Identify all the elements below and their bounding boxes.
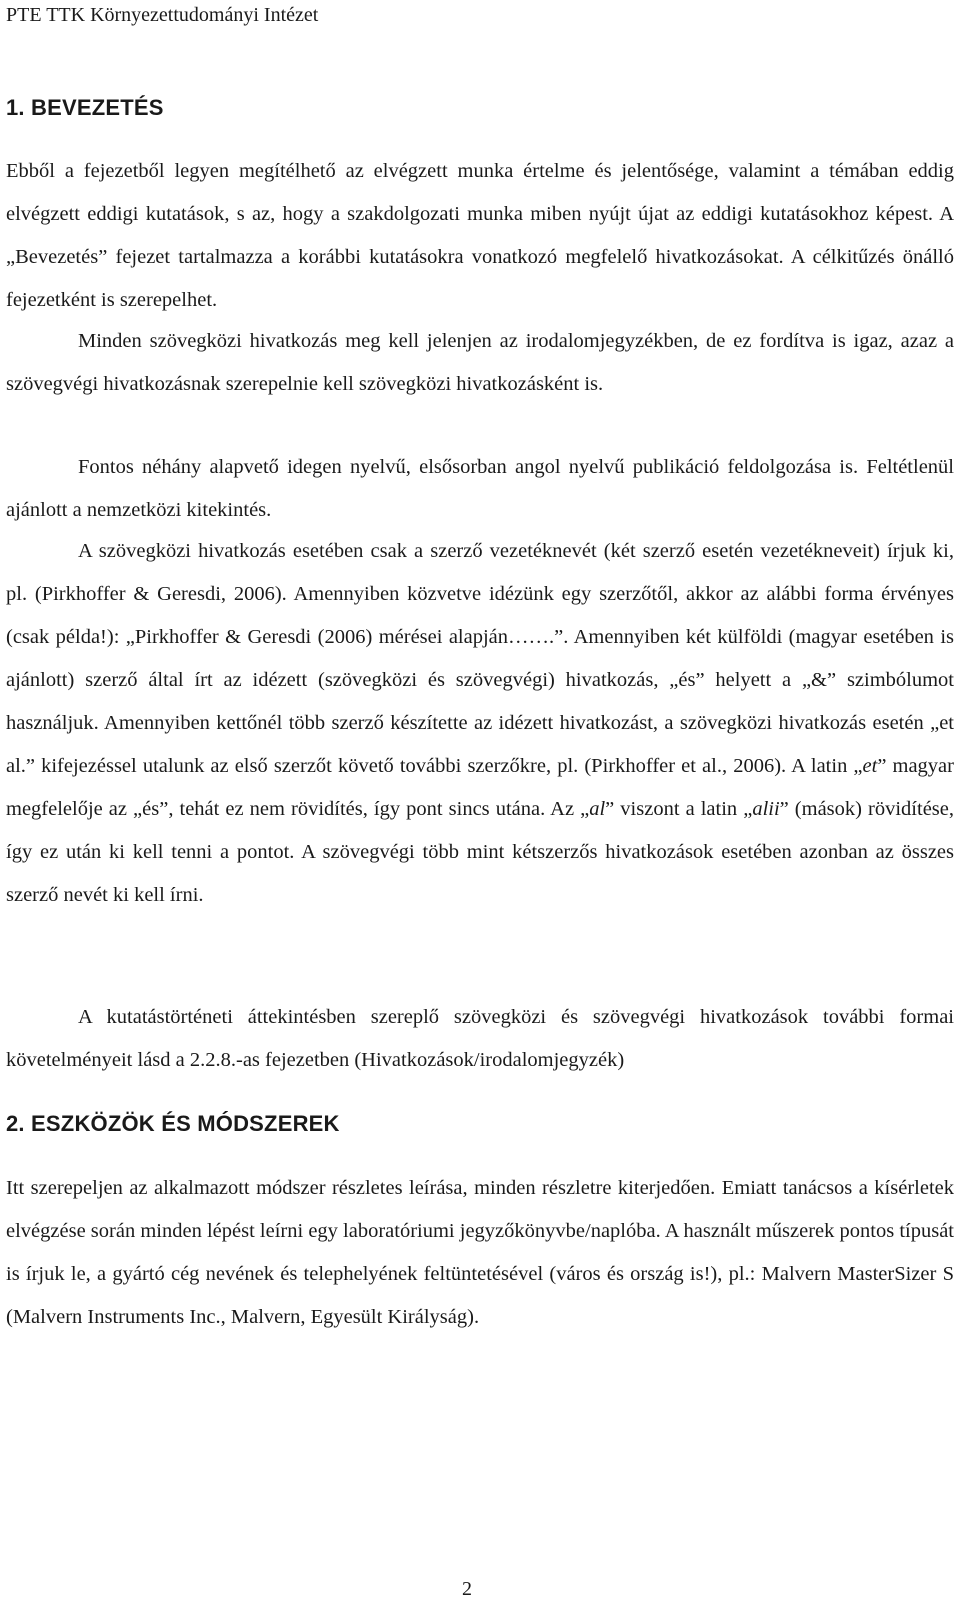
section-heading-introduction: 1. BEVEZETÉS (6, 95, 164, 120)
p4-text-d: ” (mások) rövidítése, így ez után ki kell tenni a pontot. A szövegvégi több mint kétszerzős hivatkozások esetében azonban az összes szerző nevét ki kell írni. (6, 798, 954, 906)
latin-et: et (862, 755, 878, 777)
intro-paragraph-4 (6, 530, 954, 917)
intro-paragraph-1: Ebből a fejezetből legyen megítélhető az elvégzett munka értelme és jelentősége, valamint a témában eddig elvégzett eddigi kutatások, s az, hogy a szakdolgozati munka miben nyújt újat az eddigi kutatásokhoz képest. A „Bevezetés” fejezet tartalmazza a korábbi kutatásokra vonatkozó megfelelő hivatkozásokat. A célkitűzés önálló fejezetként is szerepelhet. (6, 160, 954, 311)
running-header: PTE TTK Környezettudományi Intézet (6, 4, 319, 26)
p4-text-c: ” viszont a latin „ (605, 798, 753, 820)
intro-paragraph-3: Fontos néhány alapvető idegen nyelvű, elsősorban angol nyelvű publikáció feldolgozása is. Feltétlenül ajánlott a nemzetközi kitekintés. (6, 456, 954, 521)
latin-alii: alii (752, 798, 780, 820)
methods-paragraph-1: Itt szerepeljen az alkalmazott módszer részletes leírása, minden részletre kiterjedően. Emiatt tanácsos a kísérletek elvégzése során minden lépést leírni egy laboratóriumi jegyzőkönyvbe/naplóba. A használt műszerek pontos típusát is írjuk le, a gyártó cég nevének és telephelyének feltüntetésével (város és ország is!), pl.: Malvern MasterSizer S (Malvern Instruments Inc., Malvern, Egyesült Királyság). (6, 1177, 954, 1328)
p4-text-b: ” magyar megfelelője az „és”, tehát ez nem rövidítés, így pont sincs utána. Az „ (6, 755, 954, 820)
section-heading-methods: 2. ESZKÖZÖK ÉS MÓDSZEREK (6, 1111, 340, 1136)
latin-al: al (589, 798, 606, 820)
intro-paragraph-5: A kutatástörténeti áttekintésben szereplő szövegközi és szövegvégi hivatkozások további formai követelményeit lásd a 2.2.8.-as fejezetben (Hivatkozások/irodalomjegyzék) (6, 1006, 954, 1071)
page-number: 2 (462, 1578, 472, 1600)
intro-paragraph-2: Minden szövegközi hivatkozás meg kell jelenjen az irodalomjegyzékben, de ez fordítva is igaz, azaz a szövegvégi hivatkozásnak szerepelnie kell szövegközi hivatkozásként is. (6, 330, 954, 395)
p4-text-a: A szövegközi hivatkozás esetében csak a szerző vezetéknevét (két szerző esetén vezetékneveit) írjuk ki, pl. (Pirkhoffer & Geresdi, 2006). Amennyiben közvetve idézünk egy szerzőtől, akkor az alábbi forma érvényes (csak példa!): „Pirkhoffer & Geresdi (2006) mérései alapján…….”. Amennyiben két külföldi (magyar esetében is ajánlott) szerző által írt az idézett (szövegközi és szövegvégi) hivatkozás, „és” helyett a „&” szimbólumot használjuk. Amennyiben kettőnél több szerző készítette az idézett hivatkozást, a szövegközi hivatkozás esetén „et al.” kifejezéssel utalunk az első szerzőt követő további szerzőkre, pl. (Pirkhoffer et al., 2006). A latin „ (6, 540, 954, 777)
